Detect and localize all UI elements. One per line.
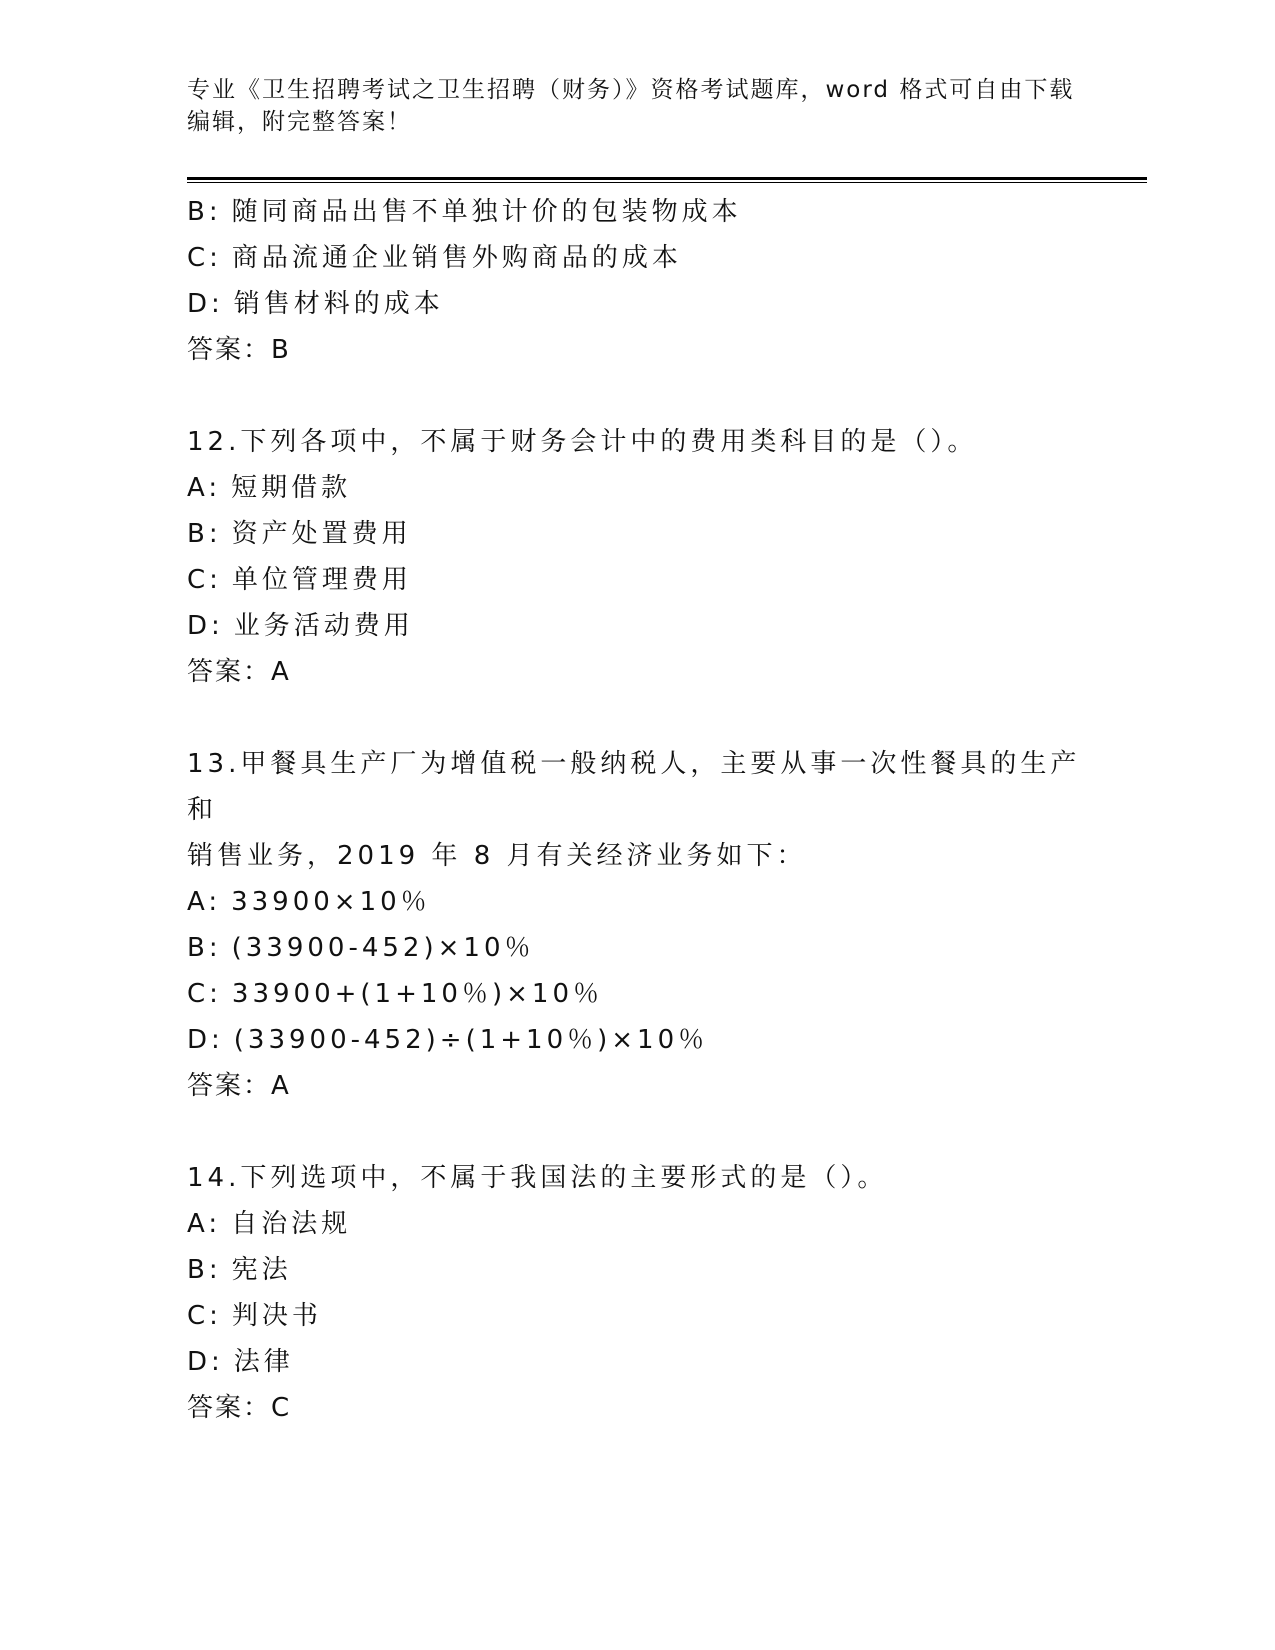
option-text: 短期借款 <box>231 473 352 503</box>
option-label: C: <box>187 565 222 595</box>
option-b <box>187 925 1087 971</box>
answer-line <box>187 1385 1087 1431</box>
option-label: D: <box>187 611 224 641</box>
option-label: D: <box>187 1025 224 1055</box>
question-text: 14.下列选项中，不属于我国法的主要形式的是（）。 <box>187 1163 888 1193</box>
option-label: A: <box>187 887 222 917</box>
answer-line <box>187 1063 1087 1109</box>
option-label: B: <box>187 197 222 227</box>
option-text: 销售材料的成本 <box>233 289 444 319</box>
option-b <box>187 511 1087 557</box>
answer-value: A <box>271 1071 289 1101</box>
option-text: 商品流通企业销售外购商品的成本 <box>231 243 682 273</box>
option-a <box>187 1201 1087 1247</box>
document-header <box>187 74 1087 138</box>
option-text: (33900-452)×10％ <box>231 933 535 963</box>
option-label: A: <box>187 473 222 503</box>
option-text: 33900+(1+10％)×10％ <box>231 979 603 1009</box>
question-content <box>187 189 1087 1431</box>
option-text: 资产处置费用 <box>231 519 412 549</box>
answer-line <box>187 649 1087 695</box>
answer-label: 答案： <box>187 657 272 687</box>
option-d <box>187 1017 1087 1063</box>
answer-line <box>187 327 1087 373</box>
option-label: D: <box>187 289 224 319</box>
option-text: 随同商品出售不单独计价的包装物成本 <box>231 197 742 227</box>
answer-label: 答案： <box>187 1071 272 1101</box>
option-d <box>187 281 1087 327</box>
answer-value: B <box>271 335 289 365</box>
option-d <box>187 603 1087 649</box>
header-line-2: 编辑，附完整答案！ <box>187 109 412 135</box>
option-label: B: <box>187 1255 222 1285</box>
answer-value: C <box>271 1393 290 1423</box>
option-label: C: <box>187 243 222 273</box>
option-c <box>187 1293 1087 1339</box>
answer-value: A <box>271 657 289 687</box>
option-text: (33900-452)÷(1+10％)×10％ <box>233 1025 709 1055</box>
question-14 <box>187 1155 1087 1431</box>
option-text: 法律 <box>233 1347 294 1377</box>
option-text: 宪法 <box>231 1255 292 1285</box>
option-label: C: <box>187 979 222 1009</box>
header-divider-thin <box>187 182 1147 183</box>
option-a <box>187 465 1087 511</box>
header-divider-thick <box>187 177 1147 180</box>
option-text: 业务活动费用 <box>233 611 414 641</box>
option-text: 自治法规 <box>231 1209 352 1239</box>
option-label: B: <box>187 933 222 963</box>
option-a <box>187 879 1087 925</box>
question-13 <box>187 741 1087 1109</box>
option-label: B: <box>187 519 222 549</box>
option-d <box>187 1339 1087 1385</box>
question-text: 12.下列各项中，不属于财务会计中的费用类科目的是（）。 <box>187 427 978 457</box>
option-label: D: <box>187 1347 224 1377</box>
option-b <box>187 189 1087 235</box>
option-text: 33900×10％ <box>231 887 431 917</box>
option-label: C: <box>187 1301 222 1331</box>
option-c <box>187 235 1087 281</box>
question-11-tail <box>187 189 1087 373</box>
option-b <box>187 1247 1087 1293</box>
question-text-line-2: 销售业务，2019 年 8 月有关经济业务如下： <box>187 841 807 871</box>
question-12 <box>187 419 1087 695</box>
option-c <box>187 971 1087 1017</box>
option-text: 判决书 <box>231 1301 322 1331</box>
option-text: 单位管理费用 <box>231 565 412 595</box>
header-line-1: 专业《卫生招聘考试之卫生招聘（财务）》资格考试题库，word 格式可自由下载 <box>187 77 1075 103</box>
option-label: A: <box>187 1209 222 1239</box>
answer-label: 答案： <box>187 335 272 365</box>
answer-label: 答案： <box>187 1393 272 1423</box>
question-text-line-1: 13.甲餐具生产厂为增值税一般纳税人，主要从事一次性餐具的生产和 <box>187 749 1081 825</box>
option-c <box>187 557 1087 603</box>
